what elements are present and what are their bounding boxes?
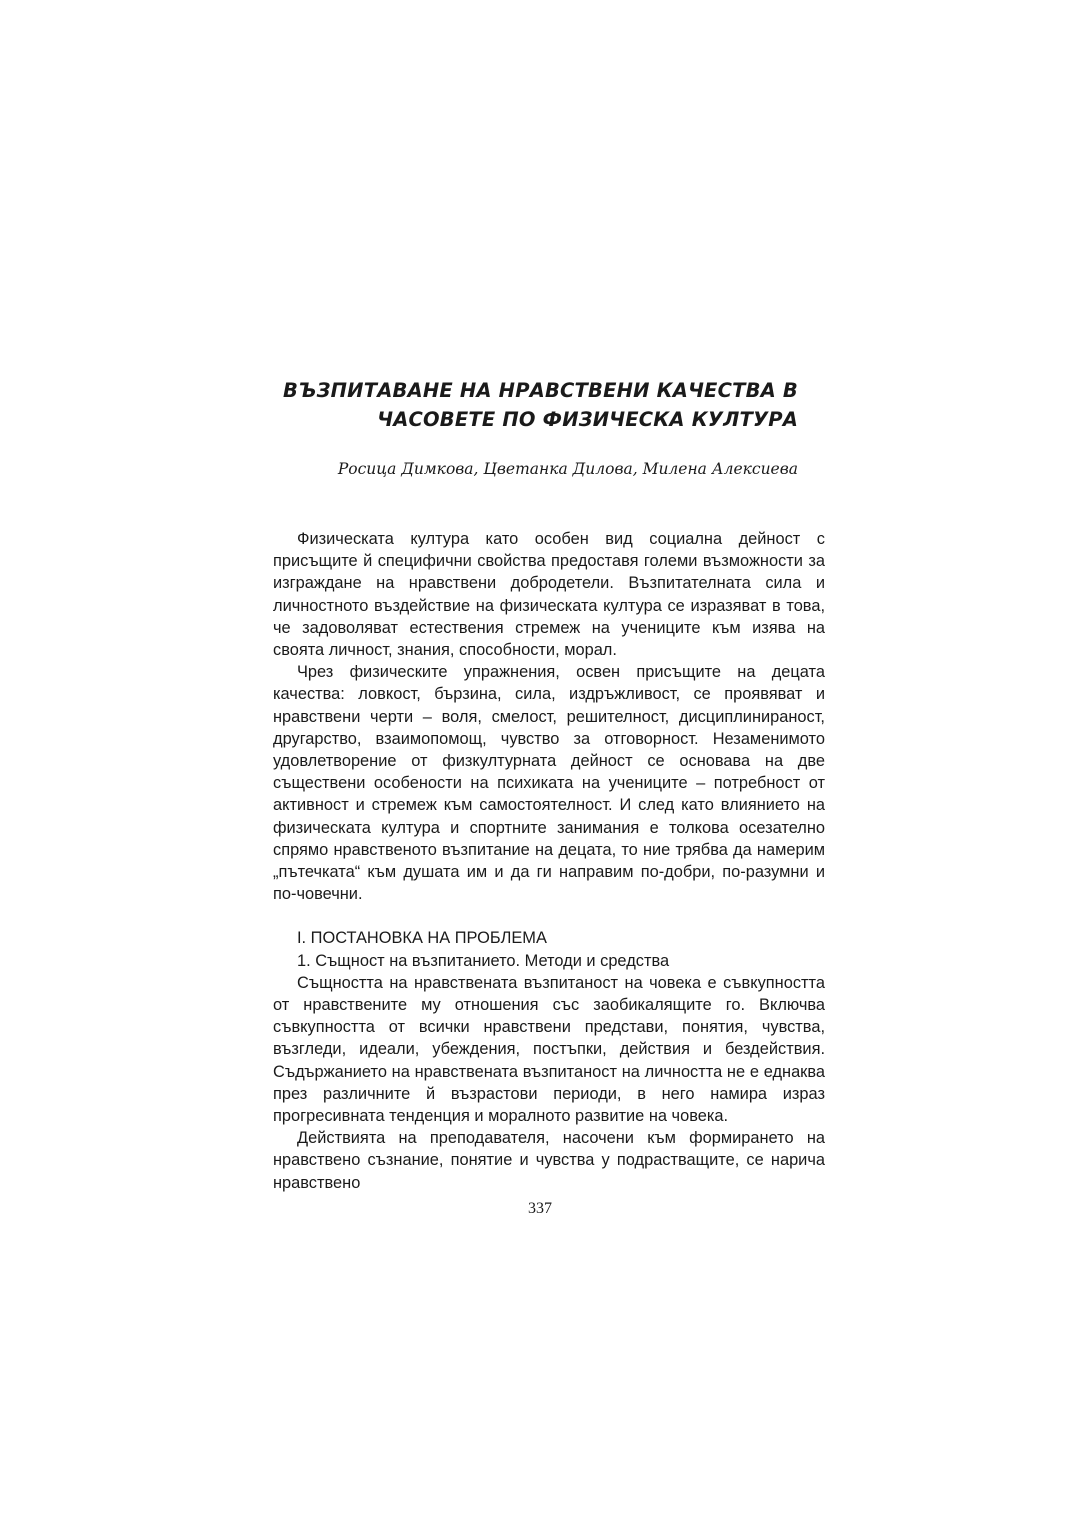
- section-paragraph-2: Действията на преподавателя, насочени към формирането на нравствено съзнание, понятие и чувства у подрастващите, се нарича нравствено: [273, 1129, 825, 1192]
- section-subheading: 1. Същност на възпитанието. Методи и средства: [297, 951, 670, 970]
- section-heading: І. ПОСТАНОВКА НА ПРОБЛЕМА: [297, 929, 547, 948]
- article-authors: Росица Димкова, Цветанка Дилова, Милена Алексиева: [337, 460, 798, 478]
- page-number: 337: [528, 1200, 552, 1217]
- section-paragraph-1: Същността на нравствената възпитаност на човека е съвкупността от нравствените му отношения със заобикалящите го. Включва съвкупността от всички нравствени представи, понятия, чувства, възгледи, идеали, убеждения, постъпки, действия и бездействия. Съдържанието на нравствената възпитаност на личността не е еднаква през различните й възрастови периоди, в него намира израз прогресивната тенденция и моралното развитие на човека.: [273, 973, 825, 1126]
- article-body: [273, 528, 825, 1194]
- body-paragraph-1: Физическата култура като особен вид социална дейност с присъщите й специфични свойства предоставя големи възможности за изграждане на нравствени добродетели. Възпитателната сила и личностното въздействие на физическата култура се изразяват в това, че задоволяват естествения стремеж на учениците към изява на своята личност, знания, способности, морал.: [273, 530, 825, 660]
- article-title-line-2: ЧАСОВЕТЕ ПО ФИЗИЧЕСКА КУЛТУРА: [377, 408, 798, 431]
- body-paragraph-2: Чрез физическите упражнения, освен присъщите на децата качества: ловкост, бързина, сила, издръжливост, се проявяват и нравствени черти – воля, смелост, решителност, дисциплинираност, другарство, взаимопомощ, чувство за отговорност. Незаменимото удовлетворение от физкултурната дейност се основава на две съществени особености на психиката на учениците – потребност от активност и стремеж към самостоятелност. И след като влиянието на физическата култура и спортните занимания е толкова осезателно спрямо нравственото възпитание на децата, то ние трябва да намерим „пътечката“ към душата им и да ги направим по-добри, по-разумни и по-човечни.: [273, 663, 825, 904]
- article-title-line-1: ВЪЗПИТАВАНЕ НА НРАВСТВЕНИ КАЧЕСТВА В: [283, 379, 798, 402]
- article-title: [272, 376, 798, 434]
